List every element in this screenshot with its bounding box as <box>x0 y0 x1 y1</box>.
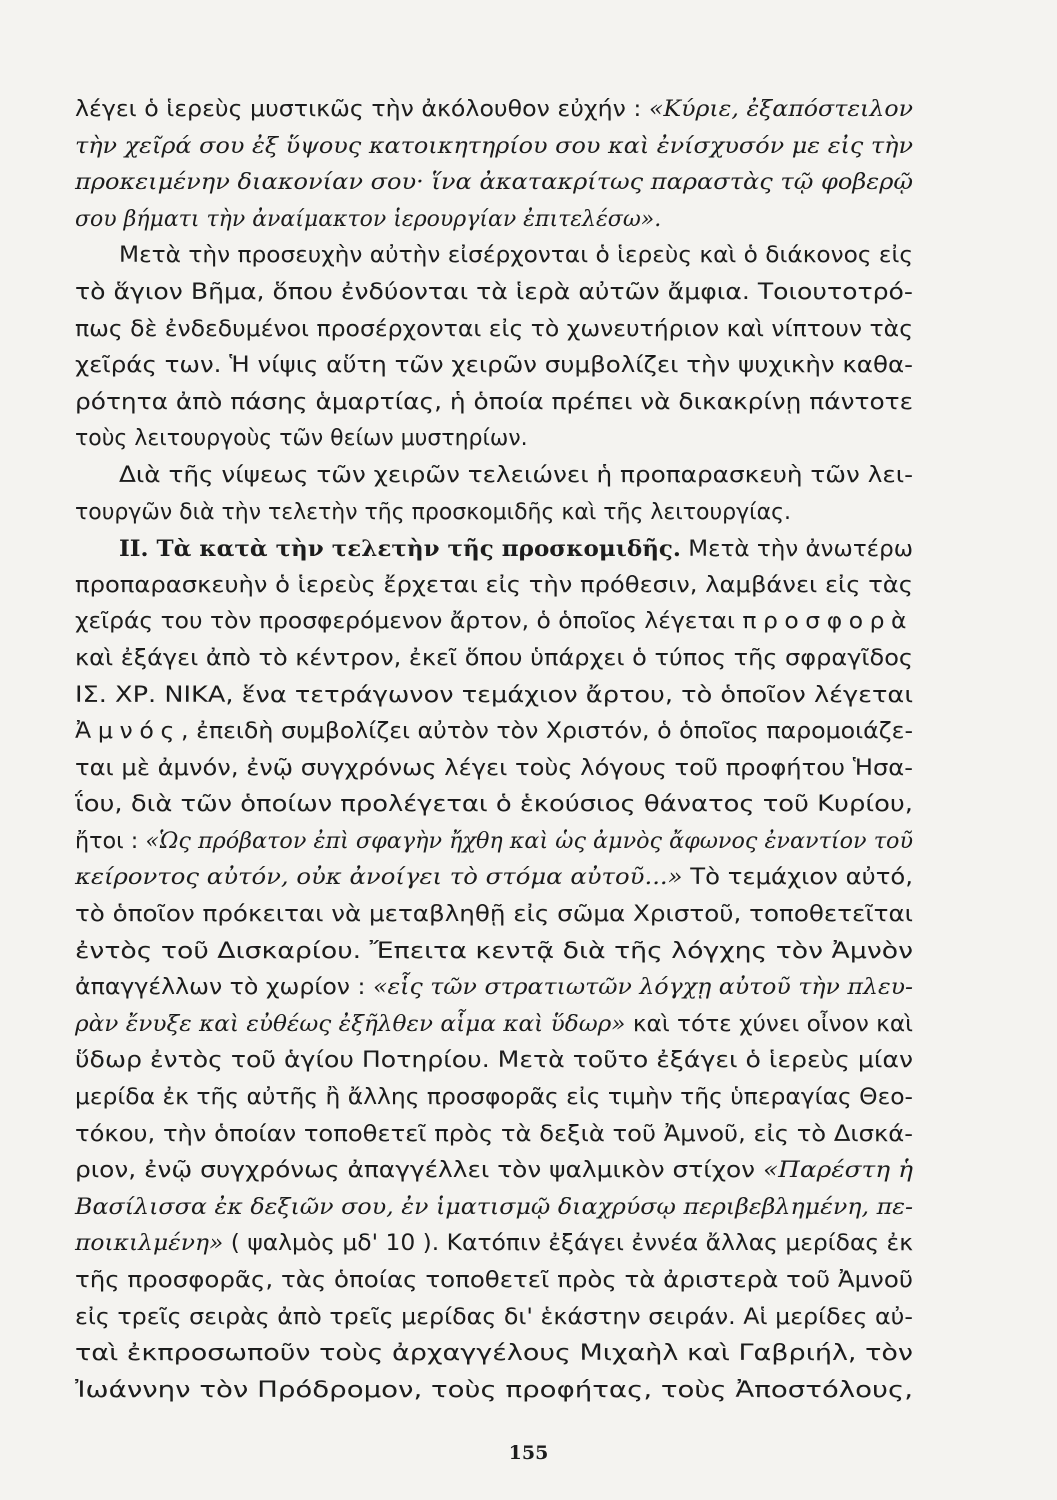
text-line <box>75 348 913 385</box>
text-run: ΙΣ. ΧΡ. ΝΙΚΑ, ἕνα τετράγωνον τεμάχιον ἄρτου, τὸ ὁποῖον λέγεται <box>75 682 914 708</box>
text-line <box>75 568 913 605</box>
text-run: λέγει ὁ ἱερεὺς μυστικῶς τὴν ἀκόλουθον εὐχήν : <box>75 97 649 122</box>
text-run: ΐου, διὰ τῶν ὁποίων προλέγεται ὁ ἑκούσιος θάνατος τοῦ Κυρίου, <box>75 792 913 818</box>
text-run: «Κύριε, ἐξαπόστειλον <box>648 97 913 122</box>
text-run: χεῖράς των. Ἡ νίψις αὕτη τῶν χειρῶν συμβολίζει τὴν ψυχικὴν καθα- <box>75 353 913 379</box>
text-run: τοὺς λειτουργοὺς τῶν θείων μυστηρίων. <box>75 426 528 452</box>
text-line <box>75 458 913 495</box>
text-run: «Ὡς πρόβατον ἐπὶ σφαγὴν ἤχθη καὶ ὡς ἀμνὸς ἄφωνος ἐναντίον τοῦ <box>145 828 913 854</box>
text-run: τόκου, τὴν ὁποίαν τοποθετεῖ πρὸς τὰ δεξιὰ τοῦ Ἀμνοῦ, εἰς τὸ Δισκά- <box>75 1121 913 1147</box>
text-run: προκειμένην διακονίαν σου· ἵνα ἀκατακρίτως παραστὰς τῷ φοβερῷ <box>75 170 913 196</box>
text-line <box>75 421 913 458</box>
text-run: μερίδα ἐκ τῆς αὐτῆς ἢ ἄλλης προσφορᾶς εἰς τιμὴν τῆς ὑπεραγίας Θεο- <box>75 1085 913 1111</box>
text-run: «Παρέστη ἡ <box>762 1158 913 1184</box>
text-run: , ἐπειδὴ συμβολίζει αὐτὸν τὸν Χριστόν, ὁ ὁποῖος παρομοιάζε- <box>181 719 914 745</box>
text-line <box>75 1300 913 1337</box>
text-run: σου βήματι τὴν ἀναίμακτον ἱερουργίαν ἐπιτελέσω». <box>75 206 662 232</box>
text-line <box>75 897 913 934</box>
text-line <box>75 1373 913 1410</box>
text-line <box>75 312 913 349</box>
text-run: Μετὰ τὴν ἀνωτέρω <box>680 537 914 563</box>
text-line <box>75 824 913 861</box>
text-run: Ἀμνός <box>75 719 182 745</box>
text-run: χεῖράς του τὸν προσφερόμενον ἄρτον, ὁ ὁποῖος λέγεται <box>75 609 743 635</box>
text-run: προσφορὰ <box>742 609 913 635</box>
text-run: Μετὰ τὴν προσευχὴν αὐτὴν εἰσέρχονται ὁ ἱερεὺς καὶ ὁ διάκονος εἰς <box>119 243 913 269</box>
text-line <box>75 275 913 312</box>
text-run: ποικιλμένη» <box>75 1231 224 1257</box>
text-line <box>75 714 913 751</box>
text-run: καὶ ἐξάγει ἀπὸ τὸ κέντρον, ἐκεῖ ὅπου ὑπάρχει ὁ τύπος τῆς σφραγῖδος <box>75 645 913 671</box>
text-run: τῆς προσφορᾶς, τὰς ὁποίας τοποθετεῖ πρὸς τὰ ἀριστερὰ τοῦ Ἀμνοῦ <box>75 1268 913 1293</box>
text-line <box>75 678 913 715</box>
text-line <box>75 1336 913 1373</box>
text-run: Διὰ τῆς νίψεως τῶν χειρῶν τελειώνει ἡ προπαρασκευὴ τῶν λει- <box>119 462 913 488</box>
text-line <box>75 1117 913 1154</box>
text-run: ρότητα ἀπὸ πάσης ἁμαρτίας, ἡ ὁποία πρέπει νὰ δικακρίνῃ πάντοτε <box>75 389 913 415</box>
text-run: εἰς τρεῖς σειρὰς ἀπὸ τρεῖς μερίδας δι' ἑκάστην σειράν. Αἱ μερίδες αὐ- <box>75 1304 913 1330</box>
text-run: τὸ ἅγιον Βῆμα, ὅπου ἐνδύονται τὰ ἱερὰ αὐτῶν ἄμφια. Τοιουτοτρό- <box>75 279 913 305</box>
text-line <box>75 787 913 824</box>
text-run: Βασίλισσα ἐκ δεξιῶν σου, ἐν ἱματισμῷ διαχρύσῳ περιβεβλημένη, πε- <box>75 1194 913 1220</box>
text-line <box>75 860 913 897</box>
text-run: προπαρασκευὴν ὁ ἱερεὺς ἔρχεται εἰς τὴν πρόθεσιν, λαμβάνει εἰς τὰς <box>75 572 913 598</box>
text-line <box>75 531 913 568</box>
text-line <box>75 202 913 239</box>
text-run: Ἰωάννην τὸν Πρόδρομον, τοὺς προφήτας, τοὺς Ἀποστόλους, <box>75 1377 913 1403</box>
page-number: 155 <box>508 1442 549 1464</box>
text-run: «εἷς τῶν στρατιωτῶν λόγχῃ αὐτοῦ τὴν πλευ- <box>373 975 914 1001</box>
text-run: τὸ ὁποῖον πρόκειται νὰ μεταβληθῇ εἰς σῶμα Χριστοῦ, τοποθετεῖται <box>75 902 914 928</box>
text-line <box>75 1080 913 1117</box>
text-line <box>75 165 913 202</box>
text-run: ἀπαγγέλλων τὸ χωρίον : <box>75 975 374 1001</box>
text-run: ὕδωρ ἐντὸς τοῦ ἁγίου Ποτηρίου. Μετὰ τοῦτο ἐξάγει ὁ ἱερεὺς μίαν <box>75 1048 913 1074</box>
text-line <box>75 751 913 788</box>
text-line <box>75 129 913 166</box>
text-line <box>75 495 913 532</box>
text-line <box>75 641 913 678</box>
text-run: καὶ τότε χύνει οἶνον καὶ <box>625 1011 913 1037</box>
text-run: ται μὲ ἀμνόν, ἐνῷ συγχρόνως λέγει τοὺς λόγους τοῦ προφήτου Ἡσα- <box>75 755 913 781</box>
text-run: Τὸ τεμάχιον αὐτό, <box>682 865 913 891</box>
text-line <box>75 1190 913 1227</box>
text-run: κείροντος αὐτόν, οὐκ ἀνοίγει τὸ στόμα αὐτοῦ...» <box>75 865 683 891</box>
text-run: ριον, ἐνῷ συγχρόνως ἀπαγγέλλει τὸν ψαλμικὸν στίχον <box>75 1158 763 1184</box>
text-run: ρὰν ἔνυξε καὶ εὐθέως ἐξῆλθεν αἷμα καὶ ὕδωρ» <box>75 1011 626 1037</box>
text-line <box>75 92 913 129</box>
text-run: τουργῶν διὰ τὴν τελετὴν τῆς προσκομιδῆς καὶ τῆς λειτουργίας. <box>75 499 792 525</box>
text-line <box>75 1226 913 1263</box>
text-line <box>75 934 913 971</box>
text-line <box>75 1263 913 1300</box>
text-run: ἤτοι : <box>75 828 146 854</box>
page-text <box>75 92 913 1409</box>
text-line <box>75 1043 913 1080</box>
text-run: ( ψαλμὸς μδ' 10 ). Κατόπιν ἐξάγει ἐννέα ἄλλας μερίδας ἐκ <box>223 1231 914 1257</box>
text-line <box>75 238 913 275</box>
text-line <box>75 604 913 641</box>
text-run: τὴν χεῖρά σου ἐξ ὕψους κατοικητηρίου σου καὶ ἐνίσχυσόν με εἰς τὴν <box>75 133 914 159</box>
text-line <box>75 385 913 422</box>
text-run: ΙΙ. Τὰ κατὰ τὴν τελετὴν τῆς προσκομιδῆς. <box>119 536 681 563</box>
text-run: ταὶ ἐκπροσωποῦν τοὺς ἀρχαγγέλους Μιχαὴλ καὶ Γαβριήλ, τὸν <box>75 1341 913 1367</box>
text-run: πως δὲ ἐνδεδυμένοι προσέρχονται εἰς τὸ χωνευτήριον καὶ νίπτουν τὰς <box>75 316 913 342</box>
text-line <box>75 970 913 1007</box>
text-line <box>75 1153 913 1190</box>
text-line <box>75 1007 913 1044</box>
text-run: ἐντὸς τοῦ Δισκαρίου. Ἔπειτα κεντᾷ διὰ τῆς λόγχης τὸν Ἀμνὸν <box>75 938 913 964</box>
